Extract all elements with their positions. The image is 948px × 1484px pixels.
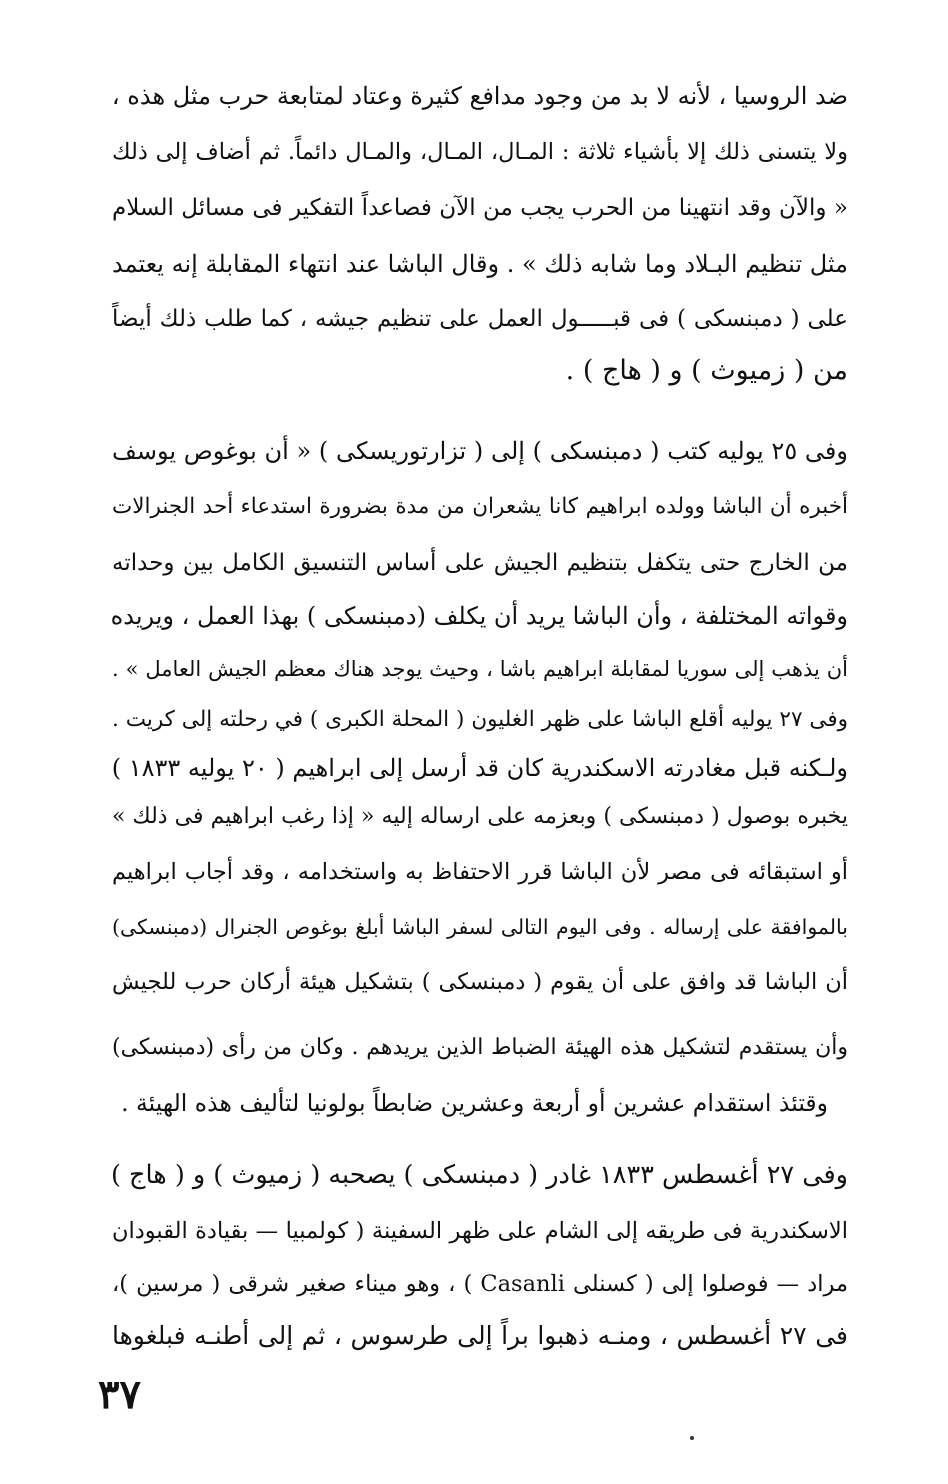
text-line: « والآن وقد انتهينا من الحرب يجب من الآن فصاعداً التفكير فى مسائل السلام bbox=[112, 195, 848, 221]
print-speck bbox=[690, 1436, 694, 1440]
text-line: وقواته المختلفة ، وأن الباشا يريد أن يكلف (دمبنسكى ) بهذا العمل ، ويريده bbox=[110, 602, 848, 630]
text-line: أخبره أن الباشا وولده ابراهيم كانا يشعران من مدة بضرورة استدعاء أحد الجنرالات bbox=[112, 494, 848, 519]
text-line: ولـكنه قبل مغادرته الاسكندرية كان قد أرسل إلى ابراهيم ( ٢٠ يوليه ١٨٣٣ ) bbox=[111, 754, 848, 782]
text-line: ولا يتسنى ذلك إلا بأشياء ثلاثة : المـال، المـال، والمـال دائماً. ثم أضاف إلى ذلك bbox=[112, 139, 848, 165]
text-line: من ( زميوث ) و ( هاج ) . bbox=[565, 355, 848, 386]
text-line: مثل تنظيم البـلاد وما شابه ذلك » . وقال الباشا عند انتهاء المقابلة إنه يعتمد bbox=[112, 250, 848, 278]
text-line: أو استبقائه فى مصر لأن الباشا قرر الاحتفاظ به واستخدامه ، وقد أجاب ابراهيم bbox=[112, 859, 848, 885]
text-line: ضد الروسيا ، لأنه لا بد من وجود مدافع كثيرة وعتاد لمتابعة حرب مثل هذه ، bbox=[111, 82, 848, 110]
text-line: يخبره بوصول ( دمبنسكى ) وبعزمه على ارساله إليه « إذا رغب ابراهيم فى ذلك » bbox=[112, 804, 848, 829]
text-line: وفى ٢٥ يوليه كتب ( دمبنسكى ) إلى ( تزارتوريسكى ) « أن بوغوص يوسف bbox=[112, 437, 848, 465]
text-line: من الخارج حتى يتكفل بتنظيم الجيش على أساس التنسيق الكامل بين وحداته bbox=[112, 550, 848, 576]
text-line: أن يذهب إلى سوريا لمقابلة ابراهيم باشا ، وحيث يوجد هناك معظم الجيش العامل » . bbox=[112, 657, 848, 681]
text-line: الاسكندرية فى طريقه إلى الشام على ظهر السفينة ( كولمبيا — بقيادة القبودان bbox=[112, 1218, 848, 1244]
text-line: وأن يستقدم لتشكيل هذه الهيئة الضباط الذين يريدهم . وكان من رأى (دمبنسكى) bbox=[112, 1035, 848, 1060]
text-line: على ( دمبنسكى ) فى قبـــــول العمل على تنظيم جيشه ، كما طلب ذلك أيضاً bbox=[112, 306, 848, 332]
page-number: ٣٧ bbox=[98, 1371, 141, 1418]
text-line: فى ٢٧ أغسطس ، ومنـه ذهبوا براً إلى طرسوس ، ثم إلى أطنـه فبلغوها bbox=[112, 1321, 848, 1350]
text-line: وقتئذ استقدام عشرين أو أربعة وعشرين ضابطاً بولونيا لتأليف هذه الهيئة . bbox=[121, 1089, 828, 1117]
text-line: وفى ٢٧ يوليه أقلع الباشا على ظهر الغليون ( المحلة الكبرى ) في رحلته إلى كريت . bbox=[112, 707, 848, 732]
text-line: وفى ٢٧ أغسطس ١٨٣٣ غادر ( دمبنسكى ) يصحبه ( زميوث ) و ( هاج ) bbox=[111, 1160, 848, 1190]
text-line: بالموافقة على إرساله . وفى اليوم التالى لسفر الباشا أبلغ بوغوص الجنرال (دمبنسكى) bbox=[112, 915, 848, 939]
text-line: أن الباشا قد وافق على أن يقوم ( دمبنسكى ) بتشكيل هيئة أركان حرب للجيش bbox=[112, 969, 848, 995]
text-line: مراد — فوصلوا إلى ( كسنلى Casanli ) ، وهو ميناء صغير شرقى ( مرسين )، bbox=[112, 1271, 849, 1297]
